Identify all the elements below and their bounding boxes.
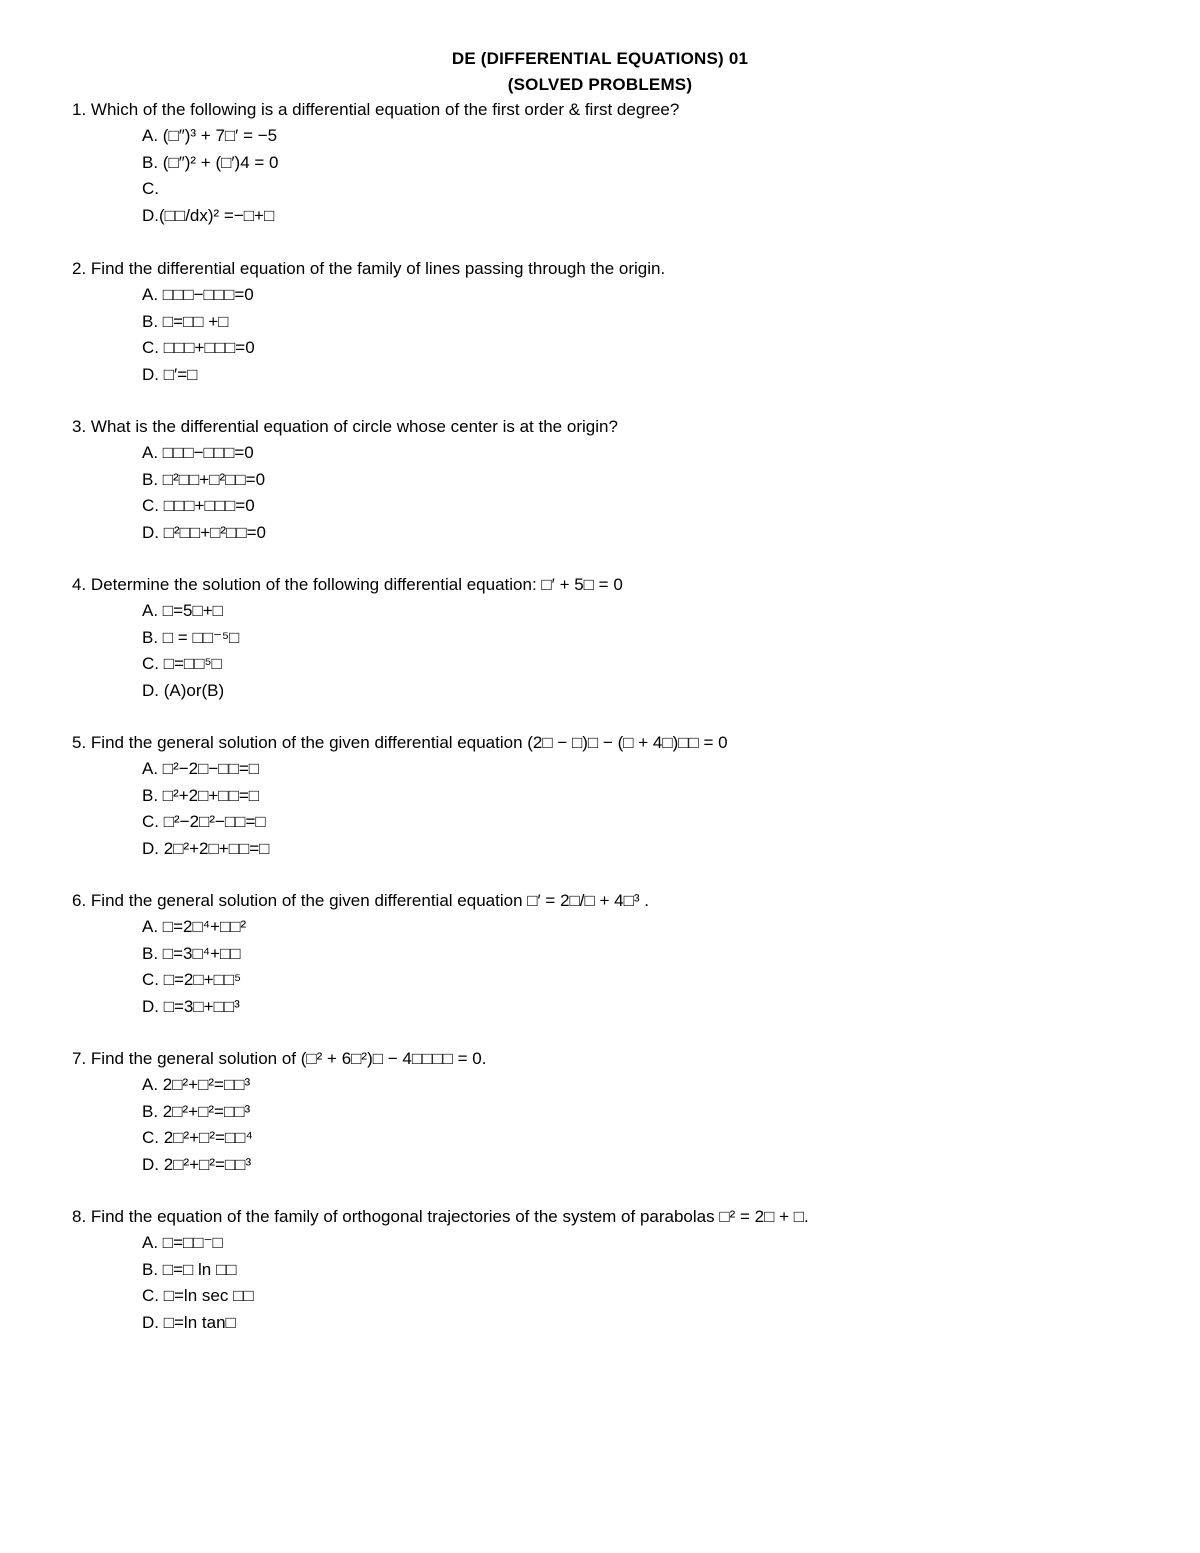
question-prompt: Find the differential equation of the family of lines passing through the origin. xyxy=(90,259,666,278)
option-text: □ = □□⁻⁵□ xyxy=(162,627,240,647)
option-letter: B. xyxy=(142,785,159,805)
question-number: 4. xyxy=(72,575,87,594)
question-prompt: What is the differential equation of circle whose center is at the origin? xyxy=(90,417,618,436)
question-number: 1. xyxy=(72,100,87,119)
option-c xyxy=(72,494,1172,520)
option-d xyxy=(72,679,1172,705)
question-prompt: Determine the solution of the following differential equation: □′ + 5□ = 0 xyxy=(90,575,623,594)
question-1 xyxy=(72,98,1172,230)
option-text: □□□−□□□=0 xyxy=(162,443,254,463)
option-text: □²□□+□²□□=0 xyxy=(163,522,266,542)
option-letter: B. xyxy=(142,943,159,963)
option-a xyxy=(72,915,1172,941)
option-d xyxy=(72,521,1172,547)
option-letter: D. xyxy=(142,1154,159,1174)
option-letter: A. xyxy=(142,443,159,463)
option-text: □=5□+□ xyxy=(162,601,223,621)
option-text: (□□/dx)² =−□+□ xyxy=(159,205,275,225)
option-text: 2□²+□²=□□⁴ xyxy=(163,1128,253,1148)
question-prompt: Find the general solution of the given differential equation □′ = 2□/□ + 4□³ . xyxy=(90,891,649,910)
question-prompt: Find the equation of the family of orthogonal trajectories of the system of parabolas □² = 2□ + □. xyxy=(90,1207,809,1226)
option-letter: B. xyxy=(142,152,159,172)
option-letter: D. xyxy=(142,364,159,384)
option-text: □=ln sec □□ xyxy=(163,1286,254,1306)
option-a xyxy=(72,599,1172,625)
option-a xyxy=(72,441,1172,467)
option-b xyxy=(72,468,1172,494)
option-letter: B. xyxy=(142,1101,159,1121)
question-text xyxy=(72,257,1172,283)
option-text: □□□−□□□=0 xyxy=(162,285,254,305)
option-text: □=2□+□□⁵ xyxy=(163,970,242,990)
question-number: 2. xyxy=(72,259,87,278)
option-a xyxy=(72,1073,1172,1099)
option-letter: A. xyxy=(142,1075,159,1095)
question-text xyxy=(72,415,1172,441)
option-c xyxy=(72,968,1172,994)
question-text xyxy=(72,1205,1172,1231)
question-prompt: Find the general solution of the given differential equation (2□ − □)□ − (□ + 4□)□□ = 0 xyxy=(90,733,728,752)
option-c xyxy=(72,336,1172,362)
option-letter: A. xyxy=(142,917,159,937)
option-text: □=2□⁴+□□² xyxy=(162,917,247,937)
option-text: □²−2□²−□□=□ xyxy=(163,812,266,832)
option-text: 2□²+2□+□□=□ xyxy=(163,838,270,858)
option-a xyxy=(72,124,1172,150)
option-text: □=□□ +□ xyxy=(162,311,229,331)
option-letter: C. xyxy=(142,1128,159,1148)
option-letter: A. xyxy=(142,1233,159,1253)
option-c xyxy=(72,810,1172,836)
option-c xyxy=(72,1126,1172,1152)
option-text: (□″)³ + 7□′ = −5 xyxy=(162,126,278,146)
question-6 xyxy=(72,889,1172,1021)
option-a xyxy=(72,283,1172,309)
option-c xyxy=(72,652,1172,678)
option-b xyxy=(72,784,1172,810)
question-text xyxy=(72,731,1172,757)
option-letter: B. xyxy=(142,1259,159,1279)
option-text: □²−2□−□□=□ xyxy=(162,759,260,779)
question-text xyxy=(72,98,1172,124)
question-8 xyxy=(72,1205,1172,1337)
option-b xyxy=(72,942,1172,968)
option-letter: A. xyxy=(142,285,159,305)
option-text: □=□□⁵□ xyxy=(163,654,222,674)
option-d xyxy=(72,204,1172,230)
option-letter: C. xyxy=(142,496,159,516)
option-text: □²□□+□²□□=0 xyxy=(162,469,266,489)
option-letter: D. xyxy=(142,996,159,1016)
option-text: □=3□⁴+□□ xyxy=(162,943,241,963)
option-letter: D. xyxy=(142,838,159,858)
option-d xyxy=(72,1311,1172,1337)
option-b xyxy=(72,151,1172,177)
question-number: 3. xyxy=(72,417,87,436)
option-text: □□□+□□□=0 xyxy=(163,338,255,358)
question-number: 7. xyxy=(72,1049,87,1068)
option-letter: B. xyxy=(142,311,159,331)
option-letter: C. xyxy=(142,179,159,199)
question-4 xyxy=(72,573,1172,705)
option-c xyxy=(72,1284,1172,1310)
option-d xyxy=(72,1153,1172,1179)
option-a xyxy=(72,757,1172,783)
option-letter: C. xyxy=(142,654,159,674)
option-d xyxy=(72,363,1172,389)
option-letter: B. xyxy=(142,469,159,489)
option-letter: B. xyxy=(142,627,159,647)
option-letter: D. xyxy=(142,205,159,225)
question-prompt: Which of the following is a differential equation of the first order & first degree? xyxy=(90,100,680,119)
option-letter: D. xyxy=(142,522,159,542)
document-subtitle: (SOLVED PROBLEMS) xyxy=(507,75,693,94)
option-letter: A. xyxy=(142,601,159,621)
question-number: 8. xyxy=(72,1207,87,1226)
question-number: 6. xyxy=(72,891,87,910)
option-c xyxy=(72,177,1172,203)
option-letter: D. xyxy=(142,1312,159,1332)
option-text: □′=□ xyxy=(163,364,198,384)
option-text: □=□□⁻□ xyxy=(162,1233,223,1253)
option-text: □=3□+□□³ xyxy=(163,996,240,1016)
option-b xyxy=(72,626,1172,652)
question-7 xyxy=(72,1047,1172,1179)
option-b xyxy=(72,1100,1172,1126)
question-2 xyxy=(72,257,1172,389)
question-prompt: Find the general solution of (□² + 6□²)□ − 4□□□□ = 0. xyxy=(90,1049,487,1068)
option-letter: A. xyxy=(142,126,159,146)
question-text xyxy=(72,889,1172,915)
option-a xyxy=(72,1231,1172,1257)
option-text: □=ln tan□ xyxy=(163,1312,236,1332)
option-text: □□□+□□□=0 xyxy=(163,496,255,516)
option-d xyxy=(72,837,1172,863)
question-number: 5. xyxy=(72,733,87,752)
question-text xyxy=(72,573,1172,599)
option-text: □=□ ln □□ xyxy=(162,1259,237,1279)
option-d xyxy=(72,995,1172,1021)
option-letter: C. xyxy=(142,812,159,832)
option-text: (□″)² + (□′)4 = 0 xyxy=(162,152,279,172)
option-b xyxy=(72,1258,1172,1284)
option-text: 2□²+□²=□□³ xyxy=(162,1101,251,1121)
option-letter: A. xyxy=(142,759,159,779)
option-text: 2□²+□²=□□³ xyxy=(162,1075,251,1095)
option-text: (A)or(B) xyxy=(163,680,225,700)
document-title: DE (DIFFERENTIAL EQUATIONS) 01 xyxy=(451,49,749,68)
option-letter: C. xyxy=(142,970,159,990)
question-text xyxy=(72,1047,1172,1073)
option-text: 2□²+□²=□□³ xyxy=(163,1154,252,1174)
option-letter: D. xyxy=(142,680,159,700)
option-letter: C. xyxy=(142,338,159,358)
question-5 xyxy=(72,731,1172,863)
option-text: □²+2□+□□=□ xyxy=(162,785,260,805)
option-b xyxy=(72,310,1172,336)
question-3 xyxy=(72,415,1172,547)
option-letter: C. xyxy=(142,1286,159,1306)
